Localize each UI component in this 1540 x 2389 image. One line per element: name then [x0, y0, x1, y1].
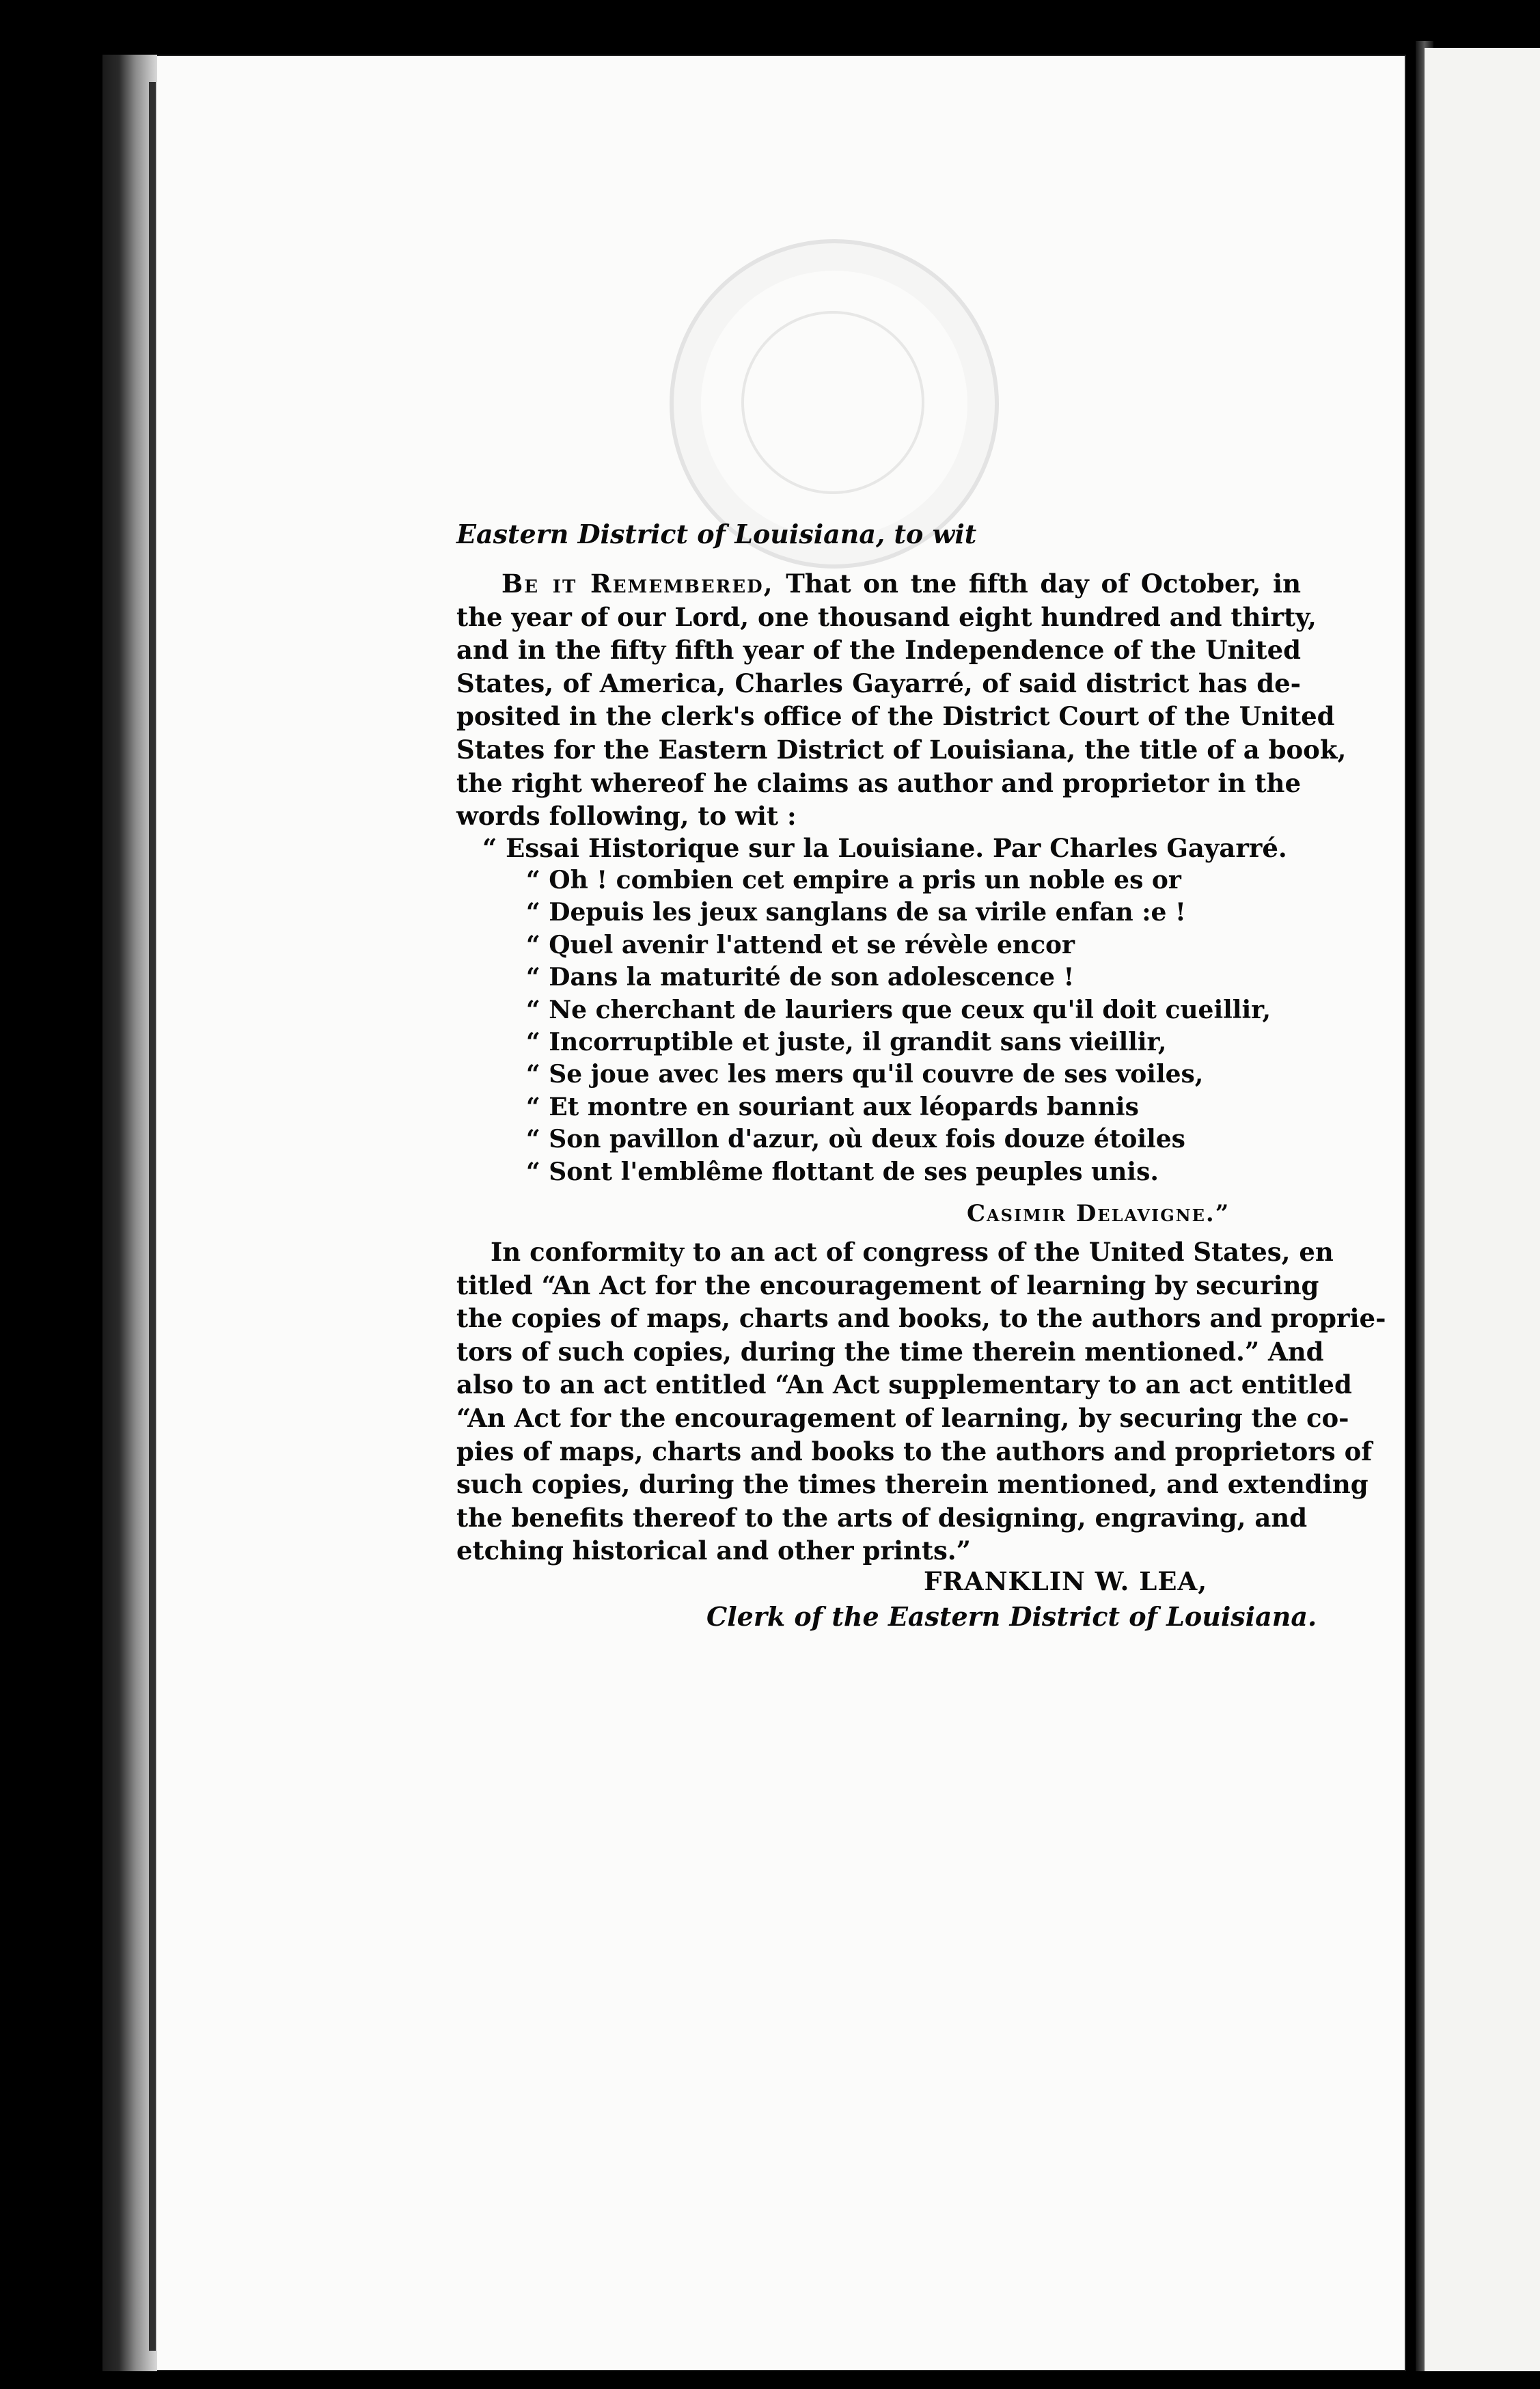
paragraph-line: “An Act for the encouragement of learning, by securing the co-: [456, 1402, 1349, 1433]
verse-block: [526, 864, 1271, 1188]
verse-line: “ Depuis les jeux sanglans de sa virile enfan :e !: [526, 898, 1186, 927]
verse-line: “ Quel avenir l'attend et se révèle encor: [526, 930, 1075, 959]
paragraph-line: States, of America, Charles Gayarré, of said district has de-: [456, 668, 1301, 698]
remembered-paragraph: [456, 567, 1347, 833]
page-left-border-line: [149, 82, 156, 2351]
paragraph-line: the right whereof he claims as author and proprietor in the: [456, 767, 1301, 798]
verse-line: “ Se joue avec les mers qu'il couvre de ses voiles,: [526, 1060, 1204, 1089]
verse-line: “ Dans la maturité de son adolescence !: [526, 963, 1075, 992]
paragraph-line: also to an act entitled “An Act supplementary to an act entitled: [456, 1369, 1352, 1400]
verse-author: Casimir Delavigne.”: [967, 1200, 1230, 1227]
paragraph-line: the copies of maps, charts and books, to the authors and proprie-: [456, 1303, 1386, 1334]
verse-line: “ Son pavillon d'azur, où deux fois douze étoiles: [526, 1125, 1185, 1154]
verse-line: “ Oh ! combien cet empire a pris un noble es or: [526, 866, 1181, 895]
paragraph-line: etching historical and other prints.”: [456, 1535, 971, 1566]
paragraph-line: In conformity to an act of congress of the United States, en: [491, 1237, 1334, 1267]
paragraph-line: the year of our Lord, one thousand eight hundred and thirty,: [456, 601, 1317, 632]
verse-line: “ Incorruptible et juste, il grandit sans vieillir,: [526, 1028, 1167, 1057]
verse-line: “ Ne cherchant de lauriers que ceux qu'il doit cueillir,: [526, 995, 1271, 1024]
verse-line: “ Sont l'emblême flottant de ses peuples unis.: [526, 1157, 1159, 1186]
paragraph-line: such copies, during the times therein mentioned, and extending: [456, 1469, 1369, 1500]
district-heading: Eastern District of Louisiana, to wit: [456, 519, 977, 549]
signature-name: FRANKLIN W. LEA,: [924, 1566, 1208, 1596]
paragraph-line-text: That on tne fifth day of October, in: [786, 569, 1301, 599]
paragraph-line: titled “An Act for the encouragement of learning by securing: [456, 1270, 1319, 1300]
library-stamp-inner-ring: [741, 311, 924, 494]
paragraph-line: [456, 567, 1301, 601]
paragraph-line: pies of maps, charts and books to the authors and proprietors of: [456, 1436, 1373, 1466]
paragraph-line: words following, to wit :: [456, 801, 797, 832]
adjacent-page-edge: [1425, 48, 1540, 2371]
book-title-line: “ Essai Historique sur la Louisiane. Par Charles Gayarré.: [482, 833, 1287, 863]
verse-line: “ Et montre en souriant aux léopards bannis: [526, 1092, 1139, 1121]
paragraph-line: the benefits thereof to the arts of designing, engraving, and: [456, 1502, 1308, 1533]
paragraph-line: tors of such copies, during the time therein mentioned.” And: [456, 1336, 1324, 1367]
signature-title: Clerk of the Eastern District of Louisiana.: [706, 1601, 1317, 1632]
remembered-lead: Be it Remembered,: [501, 569, 774, 599]
paragraph-line: posited in the clerk's office of the District Court of the United: [456, 701, 1335, 732]
conformity-paragraph: [456, 1236, 1386, 1568]
paragraph-line: and in the fifty fifth year of the Independence of the United: [456, 635, 1301, 666]
paragraph-line: States for the Eastern District of Louisiana, the title of a book,: [456, 734, 1347, 765]
